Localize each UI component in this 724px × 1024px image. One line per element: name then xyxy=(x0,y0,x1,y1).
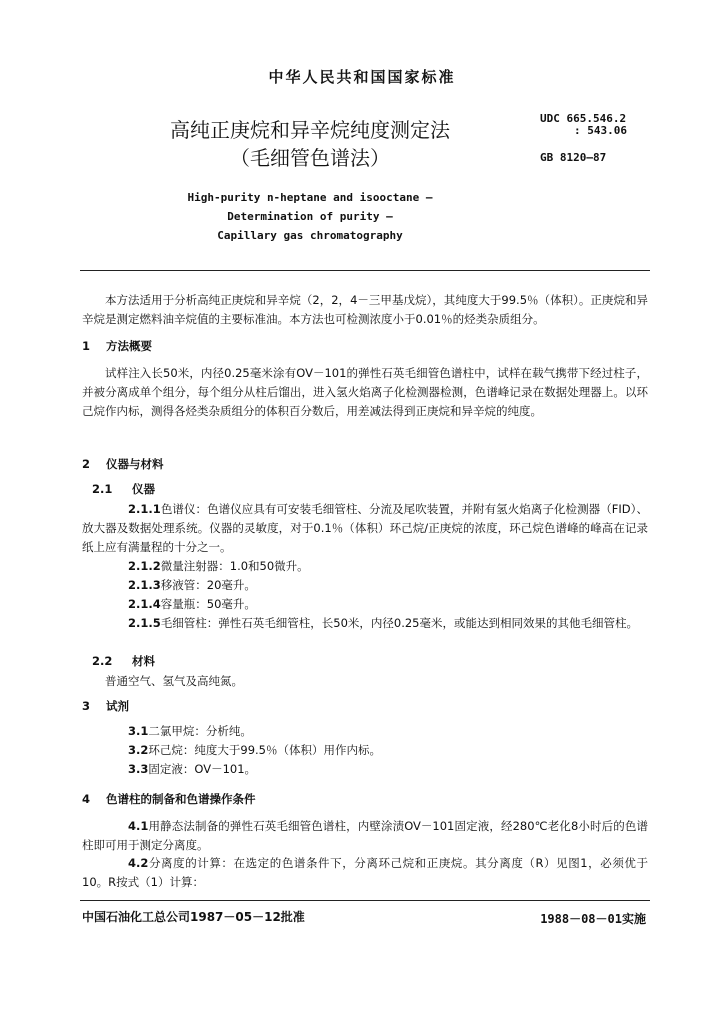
implementation-date: 1988－08－01实施 xyxy=(540,912,646,926)
section-number: 3 xyxy=(82,699,91,713)
clause-3-1 xyxy=(82,722,648,741)
udc-code xyxy=(540,113,627,137)
section-1-heading xyxy=(82,337,648,356)
section-3-heading xyxy=(82,697,648,716)
clause-text: 容量瓶：50毫升。 xyxy=(160,597,256,611)
clause-3-3 xyxy=(82,760,648,779)
clause-2-1-4 xyxy=(82,595,648,614)
clause-title: 材料 xyxy=(132,654,155,668)
clause-text: 分离度的计算：在选定的色谱条件下，分离环己烷和正庚烷。其分离度（R）见图1，必须优于10。R按式（1）计算： xyxy=(82,856,648,889)
header-divider xyxy=(80,270,650,271)
clause-text: 环己烷：纯度大于99.5％（体积）用作内标。 xyxy=(148,743,381,757)
clause-2-1-1 xyxy=(82,500,648,557)
section-2-2-text: 普通空气、氢气及高纯氮。 xyxy=(105,674,243,688)
clause-text: 二氯甲烷：分析纯。 xyxy=(148,724,252,738)
clause-text: 毛细管柱：弹性石英毛细管柱，长50米，内径0.25毫米，或能达到相同效果的其他毛细管柱。 xyxy=(160,616,638,630)
footer-divider xyxy=(80,900,650,901)
intro-paragraph: 本方法适用于分析高纯正庚烷和异辛烷（2，2，4－三甲基戊烷），其纯度大于99.5％（体积）。正庚烷和异辛烷是测定燃料油辛烷值的主要标准油。本方法也可检测浓度小于0.01％的烃类杂质组分。 xyxy=(82,293,648,326)
issuing-authority: 中华人民共和国国家标准 xyxy=(268,68,456,86)
approval-date: 中国石油化工总公司1987－05－12批准 xyxy=(82,910,305,924)
title-line-2: （毛细管色谱法） xyxy=(230,146,390,170)
clause-text: 微量注射器：1.0和50微升。 xyxy=(160,559,309,573)
clause-number: 2.1 xyxy=(92,482,113,496)
clause-number: 2.1.2 xyxy=(128,559,161,573)
clause-number: 3.2 xyxy=(128,743,149,757)
clause-number: 3.1 xyxy=(128,724,149,738)
clause-number: 2.2 xyxy=(92,654,113,668)
section-title: 试剂 xyxy=(106,699,129,713)
clause-number: 2.1.1 xyxy=(128,502,161,516)
section-title: 仪器与材料 xyxy=(106,457,164,471)
clause-3-2 xyxy=(82,741,648,760)
english-title xyxy=(160,188,460,245)
section-2-heading xyxy=(82,455,648,474)
clause-2-1-3 xyxy=(82,576,648,595)
section-number: 4 xyxy=(82,792,91,806)
clause-2-1-5 xyxy=(82,614,648,633)
clause-text: 色谱仪：色谱仪应具有可安装毛细管柱、分流及尾吹装置，并附有氢火焰离子化检测器（FID）、放大器及数据处理系统。仪器的灵敏度，对于0.1％（体积）环己烷/正庚烷的浓度，环己烷色谱峰的峰高在记录纸上应有满量程的十分之一。 xyxy=(82,502,648,554)
clause-number: 2.1.4 xyxy=(128,597,161,611)
clause-2-1-2 xyxy=(82,557,648,576)
section-2-2-heading xyxy=(82,652,648,671)
english-title-line-2: Determination of purity — xyxy=(227,210,393,223)
section-4-heading xyxy=(82,790,648,809)
title-line-1: 高纯正庚烷和异辛烷纯度测定法 xyxy=(170,118,450,142)
clause-number: 3.3 xyxy=(128,762,149,776)
section-number: 1 xyxy=(82,339,91,353)
clause-title: 仪器 xyxy=(132,482,155,496)
english-title-line-1: High-purity n-heptane and isooctane — xyxy=(187,191,433,204)
section-2-1-heading xyxy=(82,480,648,499)
section-title: 色谱柱的制备和色谱操作条件 xyxy=(106,792,256,806)
clause-4-1 xyxy=(82,817,648,855)
clause-4-2 xyxy=(82,854,648,892)
clause-text: 用静态法制备的弹性石英毛细管色谱柱，内壁涂渍OV－101固定液，经280℃老化8小时后的色谱柱即可用于测定分离度。 xyxy=(82,819,648,852)
section-1-text: 试样注入长50米，内径0.25毫米涂有OV－101的弹性石英毛细管色谱柱中，试样在载气携带下经过柱子，并被分离成单个组分，每个组分从柱后馏出，进入氢火焰离子化检测器检测，色谱峰记录在数据处理器上。以环己烷作内标，测得各烃类杂质组分的体积百分数后，用差减法得到正庚烷和异辛烷的纯度。 xyxy=(82,366,648,418)
document-title xyxy=(150,116,470,172)
udc-line-1: UDC 665.546.2 xyxy=(540,112,627,125)
clause-number: 4.2 xyxy=(128,856,149,870)
clause-text: 固定液：OV－101。 xyxy=(148,762,257,776)
clause-number: 2.1.3 xyxy=(128,578,161,592)
gb-number: GB 8120—87 xyxy=(540,151,607,164)
section-number: 2 xyxy=(82,457,91,471)
udc-line-2: : 543.06 xyxy=(574,124,627,137)
section-title: 方法概要 xyxy=(106,339,152,353)
clause-number: 2.1.5 xyxy=(128,616,161,630)
english-title-line-3: Capillary gas chromatography xyxy=(217,229,403,242)
clause-text: 移液管：20毫升。 xyxy=(160,578,256,592)
clause-number: 4.1 xyxy=(128,819,149,833)
